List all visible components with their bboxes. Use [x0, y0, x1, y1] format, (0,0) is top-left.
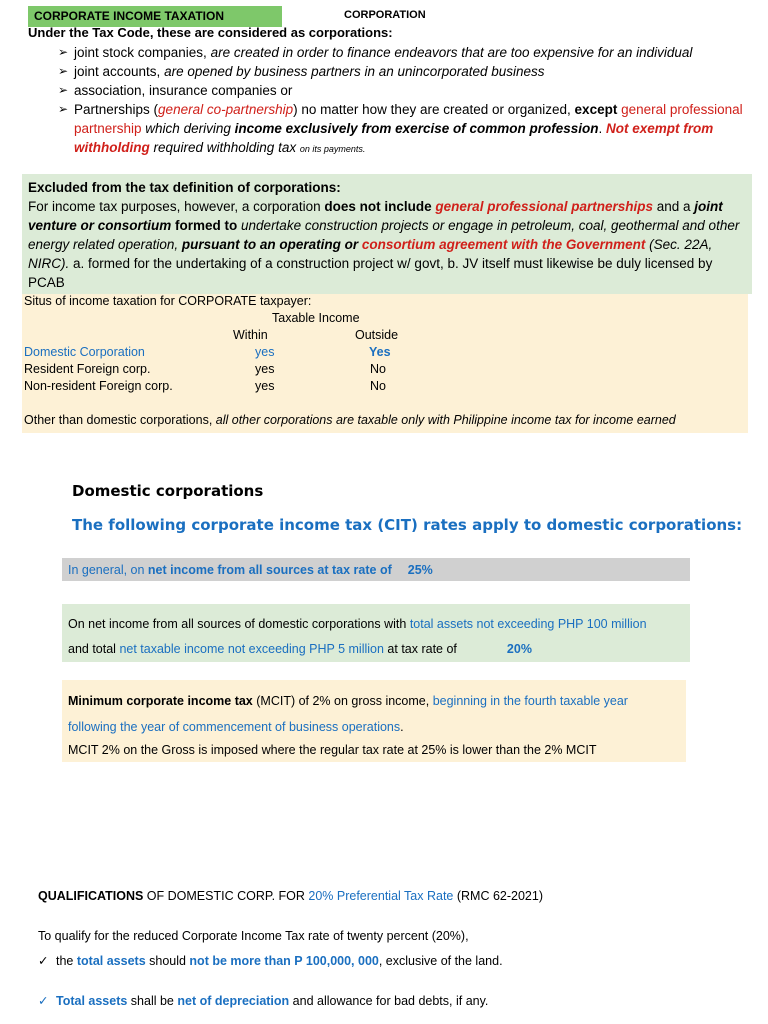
situs-section: [22, 294, 748, 433]
domestic-subtitle: The following corporate income tax (CIT) rates apply to domestic corporations:: [72, 516, 743, 534]
column-within: Within: [233, 328, 268, 342]
general-rate-box: In general, on net income from all sources at tax rate of 25%: [62, 558, 690, 581]
checkmark-icon: ✓: [38, 954, 49, 968]
list-item: ➢ joint stock companies, are created in order to finance endeavors that are too expensive for an individual: [58, 43, 748, 62]
taxable-income-header: Taxable Income: [272, 311, 360, 325]
intro-heading: Under the Tax Code, these are considered as corporations:: [28, 25, 393, 40]
column-outside: Outside: [355, 328, 399, 342]
excluded-title: Excluded from the tax definition of corporations:: [28, 180, 341, 195]
row-within: yes: [255, 345, 275, 359]
mcit-box: Minimum corporate income tax (MCIT) of 2% on gross income, beginning in the fourth taxable year following the year of commencement of business operations. MCIT 2% on the Gross is imposed where the regular tax rate at 25% is lower than the 2% MCIT: [62, 680, 686, 762]
row-outside: No: [370, 379, 386, 393]
row-within: yes: [255, 379, 275, 393]
excluded-section: [22, 174, 752, 294]
section-title: CORPORATION: [344, 9, 426, 21]
row-label: Non-resident Foreign corp.: [24, 379, 173, 393]
row-outside: No: [370, 362, 386, 376]
corporation-types-list: [58, 43, 748, 159]
situs-title: Situs of income taxation for CORPORATE taxpayer:: [24, 294, 312, 308]
excluded-paragraph: For income tax purposes, however, a corporation does not include general professional partnerships and a joint venture or consortium formed to undertake construction projects or engage in petroleum, coal, geothermal and other energy related operation, pursuant to an operating or consortium agreement with the Government (Sec. 22A, NIRC). a. formed for the undertaking of a construction project w/ govt, b. JV itself must likewise be duly licensed by PCAB: [28, 199, 740, 290]
situs-note: Other than domestic corporations, all other corporations are taxable only with Philippine income tax for income earned: [24, 413, 676, 427]
document-title: CORPORATE INCOME TAXATION: [28, 6, 282, 27]
list-item: ➢ Partnerships (general co-partnership) no matter how they are created or organized, except general professional partnership which deriving income exclusively from exercise of common profession. Not exempt from withholding required withholding tax on its payments.: [58, 100, 748, 159]
list-item: ➢ joint accounts, are opened by business partners in an unincorporated business: [58, 62, 748, 81]
list-item: ➢ association, insurance companies or: [58, 81, 748, 100]
preferential-rate-box: On net income from all sources of domestic corporations with total assets not exceeding PHP 100 million and total net taxable income not exceeding PHP 5 million at tax rate of 20%: [62, 604, 690, 662]
qualifications-intro: To qualify for the reduced Corporate Income Tax rate of twenty percent (20%),: [38, 929, 469, 943]
qualification-item: ✓ Total assets shall be net of depreciation and allowance for bad debts, if any.: [38, 994, 489, 1008]
row-within: yes: [255, 362, 275, 376]
qualification-item: ✓ the total assets should not be more than P 100,000, 000, exclusive of the land.: [38, 954, 503, 968]
checkmark-icon: ✓: [38, 994, 49, 1008]
row-outside: Yes: [369, 345, 391, 359]
row-label: Domestic Corporation: [24, 345, 145, 359]
domestic-title: Domestic corporations: [72, 482, 264, 500]
qualifications-title: QUALIFICATIONS OF DOMESTIC CORP. FOR 20% Preferential Tax Rate (RMC 62-2021): [38, 889, 544, 903]
row-label: Resident Foreign corp.: [24, 362, 151, 376]
